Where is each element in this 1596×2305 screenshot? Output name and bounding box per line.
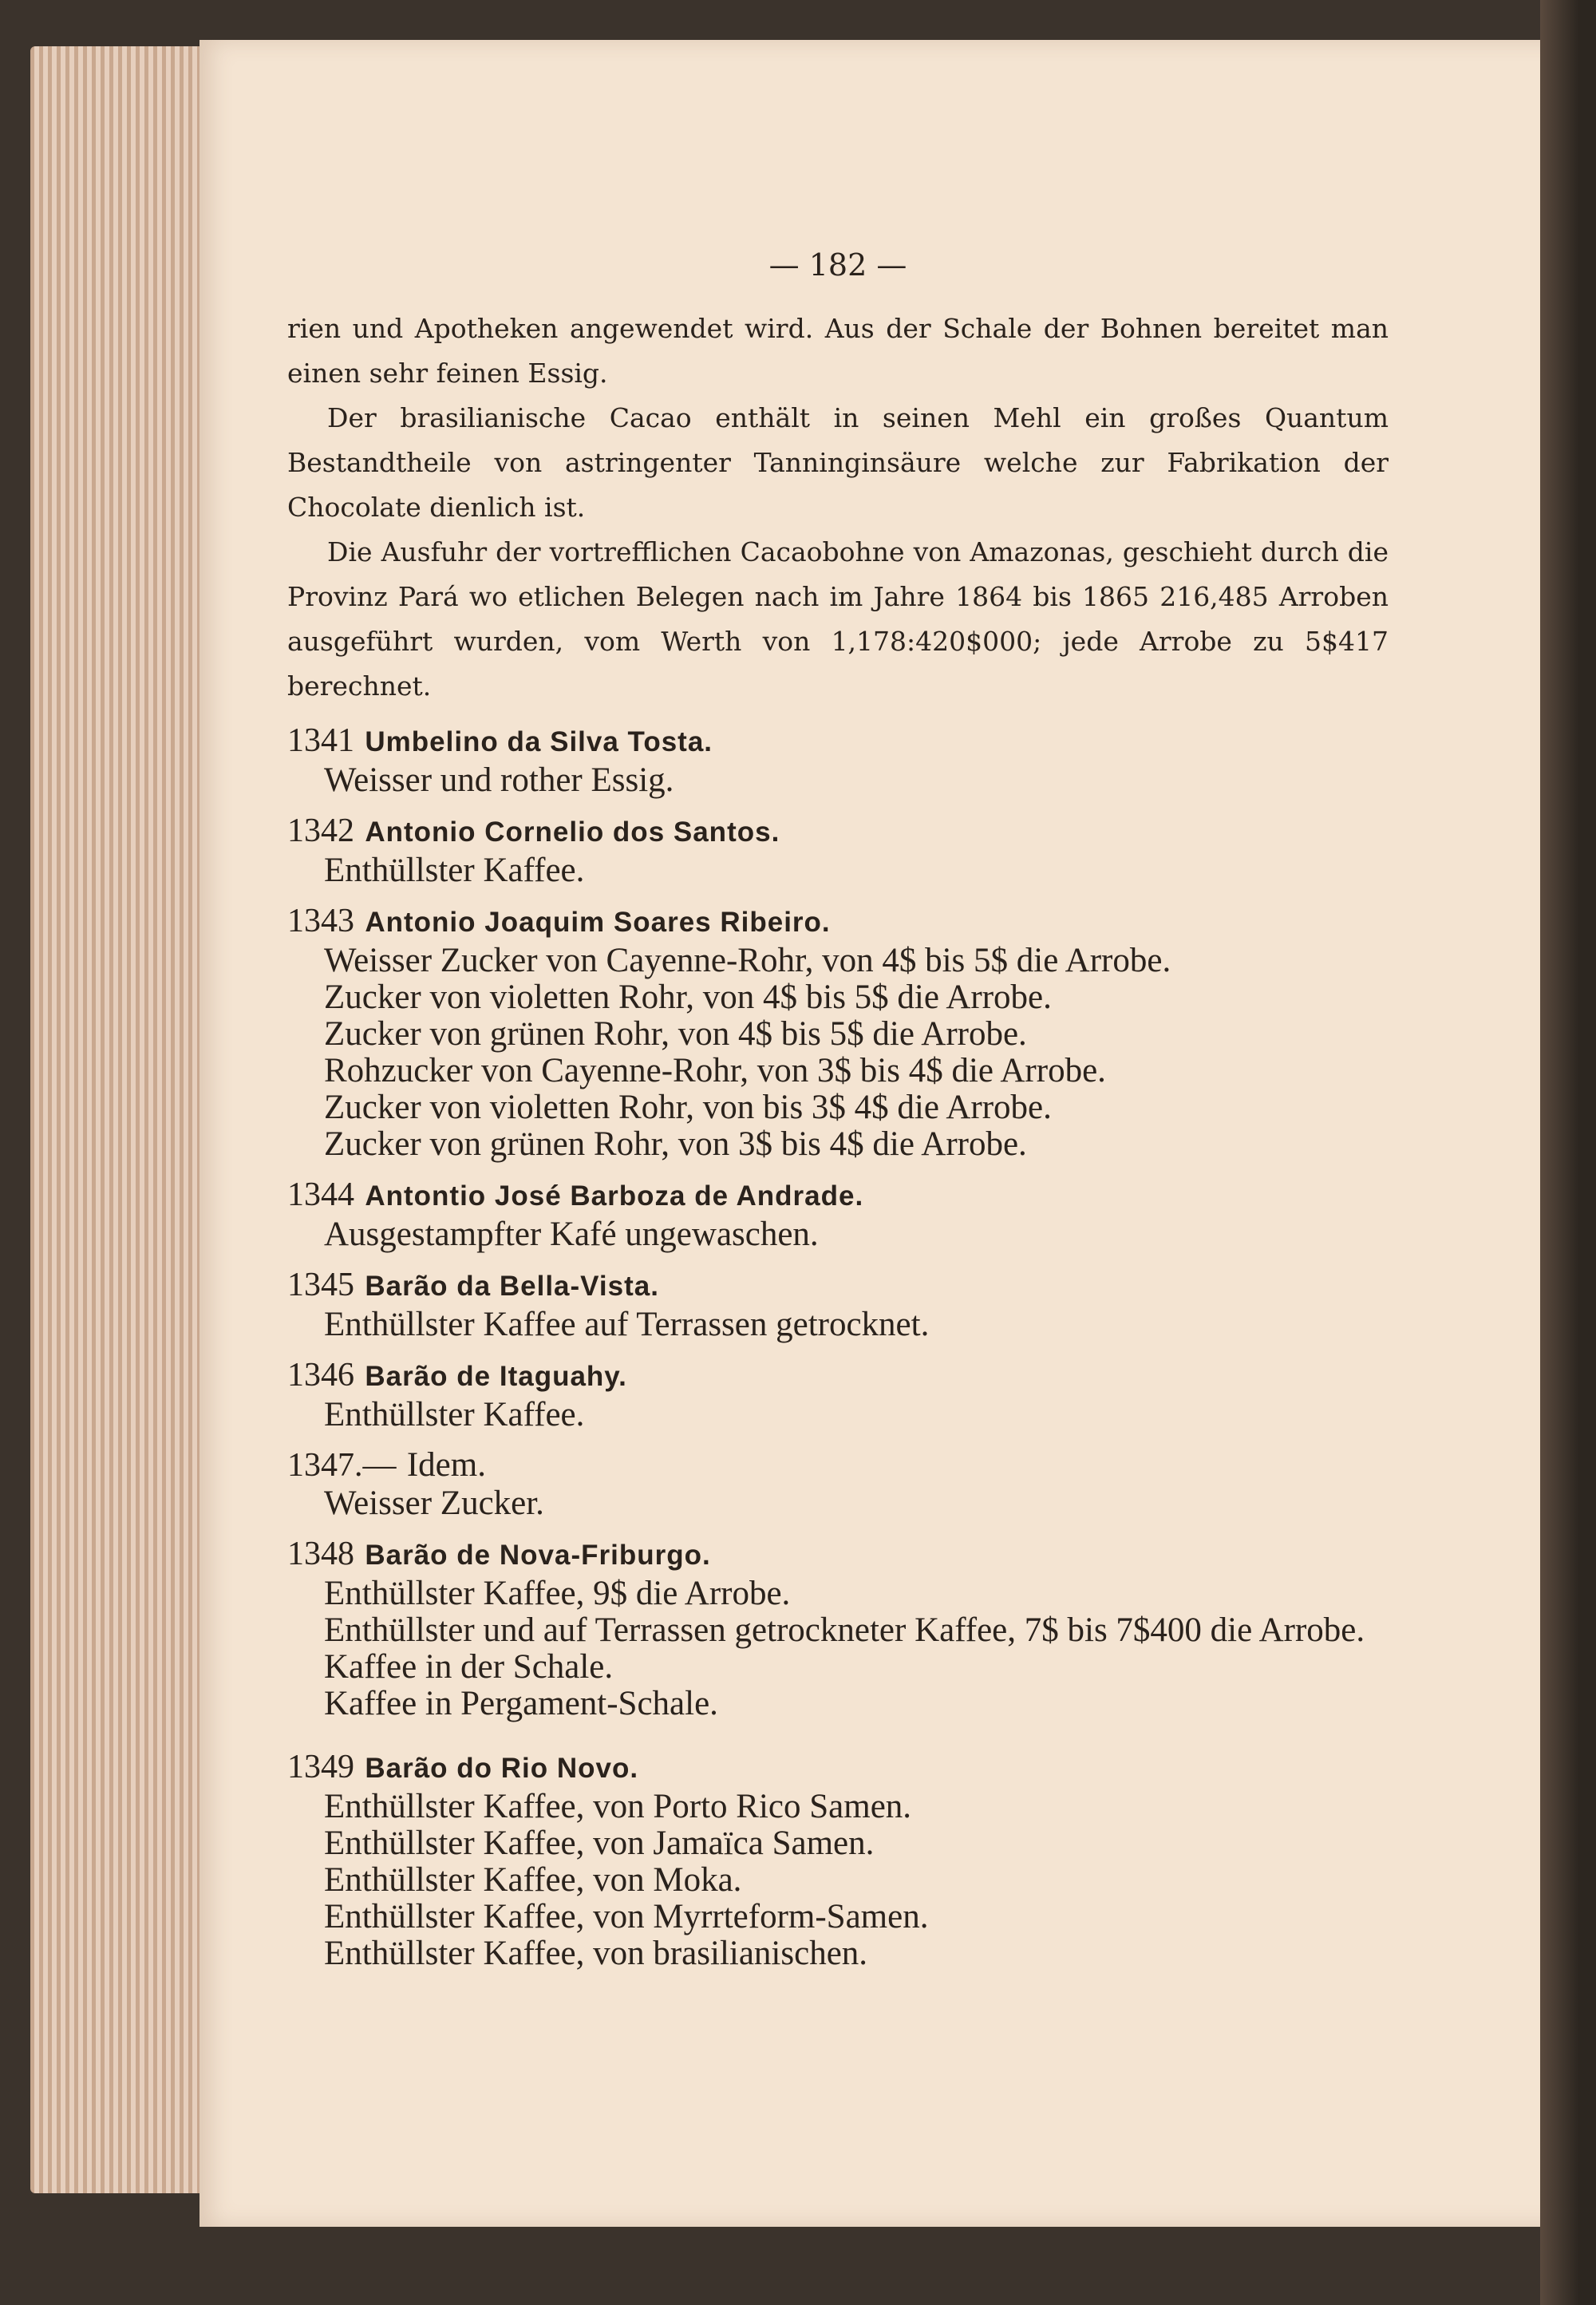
entry-item: Enthüllster Kaffee.	[324, 852, 585, 889]
page-number: — 182 —	[768, 247, 907, 283]
entry-item: Enthüllster Kaffee, von Porto Rico Samen.	[324, 1788, 912, 1825]
entry-1349	[287, 1746, 1389, 1972]
entry-1348	[287, 1533, 1389, 1722]
entry-number: 1348	[287, 1536, 354, 1572]
entry-item: Enthüllster und auf Terrassen getrockneter Kaffee, 7$ bis 7$400 die Arrobe.	[324, 1611, 1365, 1649]
entry-number: 1346	[287, 1357, 354, 1394]
entry-item: Rohzucker von Cayenne-Rohr, von 3$ bis 4$ die Arrobe.	[324, 1052, 1106, 1089]
entry-item: Enthüllster Kaffee, von Moka.	[324, 1861, 742, 1899]
entry-item: Enthüllster Kaffee, von Myrrteform-Samen.	[324, 1898, 929, 1935]
intro-paragraph-2: Der brasilianische Cacao enthält in seinen Mehl ein großes Quantum Bestandtheile von astringenter Tanninginsäure welche zur Fabrikation der Chocolate dienlich ist.	[287, 402, 1389, 523]
intro-paragraph-3: Die Ausfuhr der vortrefflichen Cacaobohne von Amazonas, geschieht durch die Provinz Pará wo etlichen Belegen nach im Jahre 1864 bis 1865 216,485 Arroben ausgeführt wurden, vom Werth von 1,178:420$000; jede Arrobe zu 5$417 berechnet.	[287, 536, 1389, 702]
entry-1344	[287, 1174, 1389, 1253]
entry-name: Barão de Nova-Friburgo.	[365, 1540, 711, 1571]
entry-item: Kaffee in Pergament-Schale.	[324, 1685, 718, 1722]
intro-paragraph-1: rien und Apotheken angewendet wird. Aus der Schale der Bohnen bereitet man einen sehr feinen Essig.	[287, 313, 1389, 389]
entry-name: Barão do Rio Novo.	[365, 1753, 639, 1784]
entry-number: 1342	[287, 812, 354, 849]
page-text	[287, 247, 1389, 1972]
background-top	[0, 0, 1596, 40]
book-page-edges	[30, 46, 214, 2193]
entry-item: Enthüllster Kaffee, 9$ die Arrobe.	[324, 1575, 791, 1612]
entry-item: Enthüllster Kaffee, von brasilianischen.	[324, 1935, 868, 1972]
entry-item: Zucker von violetten Rohr, von bis 3$ 4$ die Arrobe.	[324, 1089, 1052, 1126]
entry-number: 1344	[287, 1176, 354, 1213]
entry-number: 1341	[287, 722, 354, 759]
entry-name: Antonio Cornelio dos Santos.	[365, 816, 780, 848]
entry-name: Barão da Bella-Vista.	[365, 1271, 659, 1302]
entry-item: Kaffee in der Schale.	[324, 1648, 614, 1686]
entry-item: Zucker von grünen Rohr, von 3$ bis 4$ die Arrobe.	[324, 1125, 1027, 1163]
entry-number: 1349	[287, 1749, 354, 1785]
entry-item: Zucker von violetten Rohr, von 4$ bis 5$ die Arrobe.	[324, 979, 1052, 1016]
entry-1346	[287, 1354, 1389, 1433]
entry-item: Weisser Zucker von Cayenne-Rohr, von 4$ bis 5$ die Arrobe.	[324, 942, 1171, 979]
entry-1342	[287, 810, 1389, 889]
entry-item: Weisser und rother Essig.	[324, 761, 674, 799]
entry-name: Umbelino da Silva Tosta.	[365, 726, 713, 757]
entry-1343	[287, 900, 1389, 1163]
entry-item: Enthüllster Kaffee auf Terrassen getrocknet.	[324, 1306, 930, 1343]
entry-item: Enthüllster Kaffee.	[324, 1396, 585, 1433]
book-spine	[1540, 0, 1596, 2305]
entry-1347	[287, 1445, 1389, 1522]
entry-number: 1347.—	[287, 1447, 397, 1484]
entry-name: Idem.	[406, 1446, 486, 1484]
entry-name: Barão de Itaguahy.	[365, 1361, 627, 1392]
entry-number: 1343	[287, 903, 354, 939]
entry-item: Ausgestampfter Kafé ungewaschen.	[324, 1216, 819, 1253]
entry-1345	[287, 1264, 1389, 1343]
entry-item: Enthüllster Kaffee, von Jamaïca Samen.	[324, 1825, 875, 1862]
entry-number: 1345	[287, 1267, 354, 1303]
entry-item: Weisser Zucker.	[324, 1485, 544, 1522]
entry-1341	[287, 720, 1389, 799]
entry-item: Zucker von grünen Rohr, von 4$ bis 5$ die Arrobe.	[324, 1015, 1027, 1053]
entry-name: Antonio Joaquim Soares Ribeiro.	[365, 907, 831, 938]
entry-name: Antontio José Barboza de Andrade.	[365, 1180, 864, 1212]
